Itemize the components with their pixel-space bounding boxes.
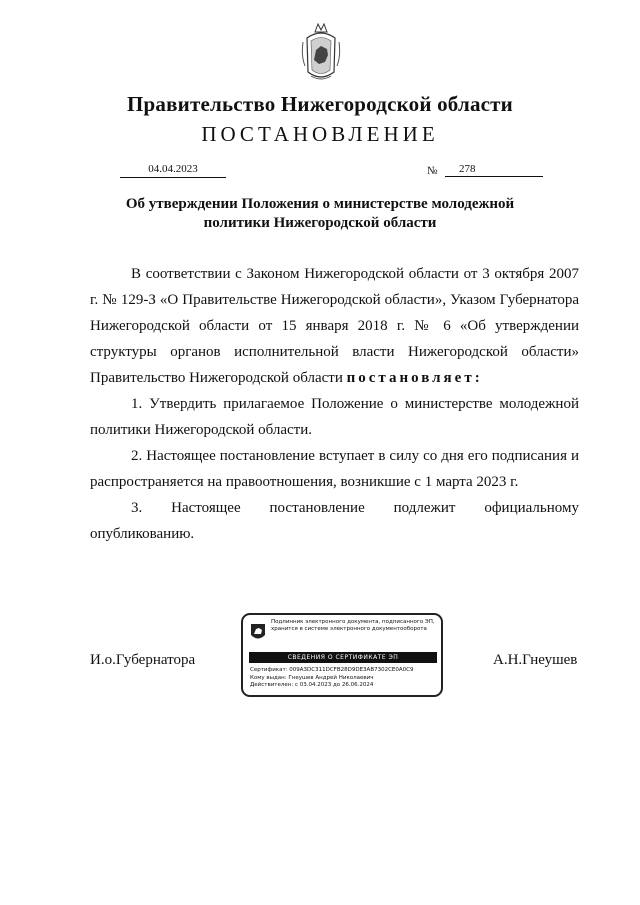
signer-name: А.Н.Гнеушев <box>493 652 578 668</box>
decree-item: 2. Настоящее постановление вступает в силу со дня его подписания и распространяется на правоотношения, возникшие с 1 марта 2023 г. <box>90 448 579 490</box>
signer-position: И.о.Губернатора <box>90 652 196 668</box>
certificate-validity: Действителен: с 03.04.2023 до 26.06.2024 <box>250 682 374 688</box>
decree-word: постановляет: <box>346 370 483 386</box>
subject-line: политики Нижегородской области <box>203 215 437 231</box>
digital-signature-stamp <box>241 613 443 697</box>
coat-of-arms-emblem <box>301 22 341 84</box>
stamp-note-line: хранится в системе электронного документооборота <box>271 626 427 632</box>
stamp-header-bar: СВЕДЕНИЯ О СЕРТИФИКАТЕ ЭП <box>249 652 437 663</box>
region-emblem-icon <box>249 621 267 643</box>
decree-item: 1. Утвердить прилагаемое Положение о министерстве молодежной политики Нижегородской области. <box>90 396 579 438</box>
document-body <box>90 261 579 547</box>
government-title: Правительство Нижегородской области <box>127 92 513 116</box>
document-subject <box>100 195 540 233</box>
certificate-owner: Кому выдан: Гнеушев Андрей Николаевич <box>250 674 374 681</box>
certificate-info <box>250 667 438 690</box>
document-date: 04.04.2023 <box>120 162 226 178</box>
document-type: ПОСТАНОВЛЕНИЕ <box>201 122 439 146</box>
decree-item: 3. Настоящее постановление подлежит официальному опубликованию. <box>90 500 579 542</box>
number-sign: № <box>427 165 438 177</box>
certificate-number: Сертификат: 009A3DC311DCFB28D9DE3AB7302CE0A0C9 <box>250 667 414 673</box>
preamble-paragraph <box>90 261 579 391</box>
subject-line: Об утверждении Положения о министерстве молодежной <box>125 196 515 212</box>
stamp-note-line: Подлинник электронного документа, подписанного ЭП, <box>271 619 435 625</box>
stamp-note <box>271 619 439 633</box>
document-number: 278 <box>445 162 543 177</box>
preamble-text: В соответствии с Законом Нижегородской области от 3 октября 2007 г. № 129-З «О Правительстве Нижегородской области», Указом Губернатора Нижегородской области от 15 января 2018 г. № 6 «Об утверждении структуры органов исполнительной власти Нижегородской области» Правительство Нижегородской области <box>90 266 579 386</box>
